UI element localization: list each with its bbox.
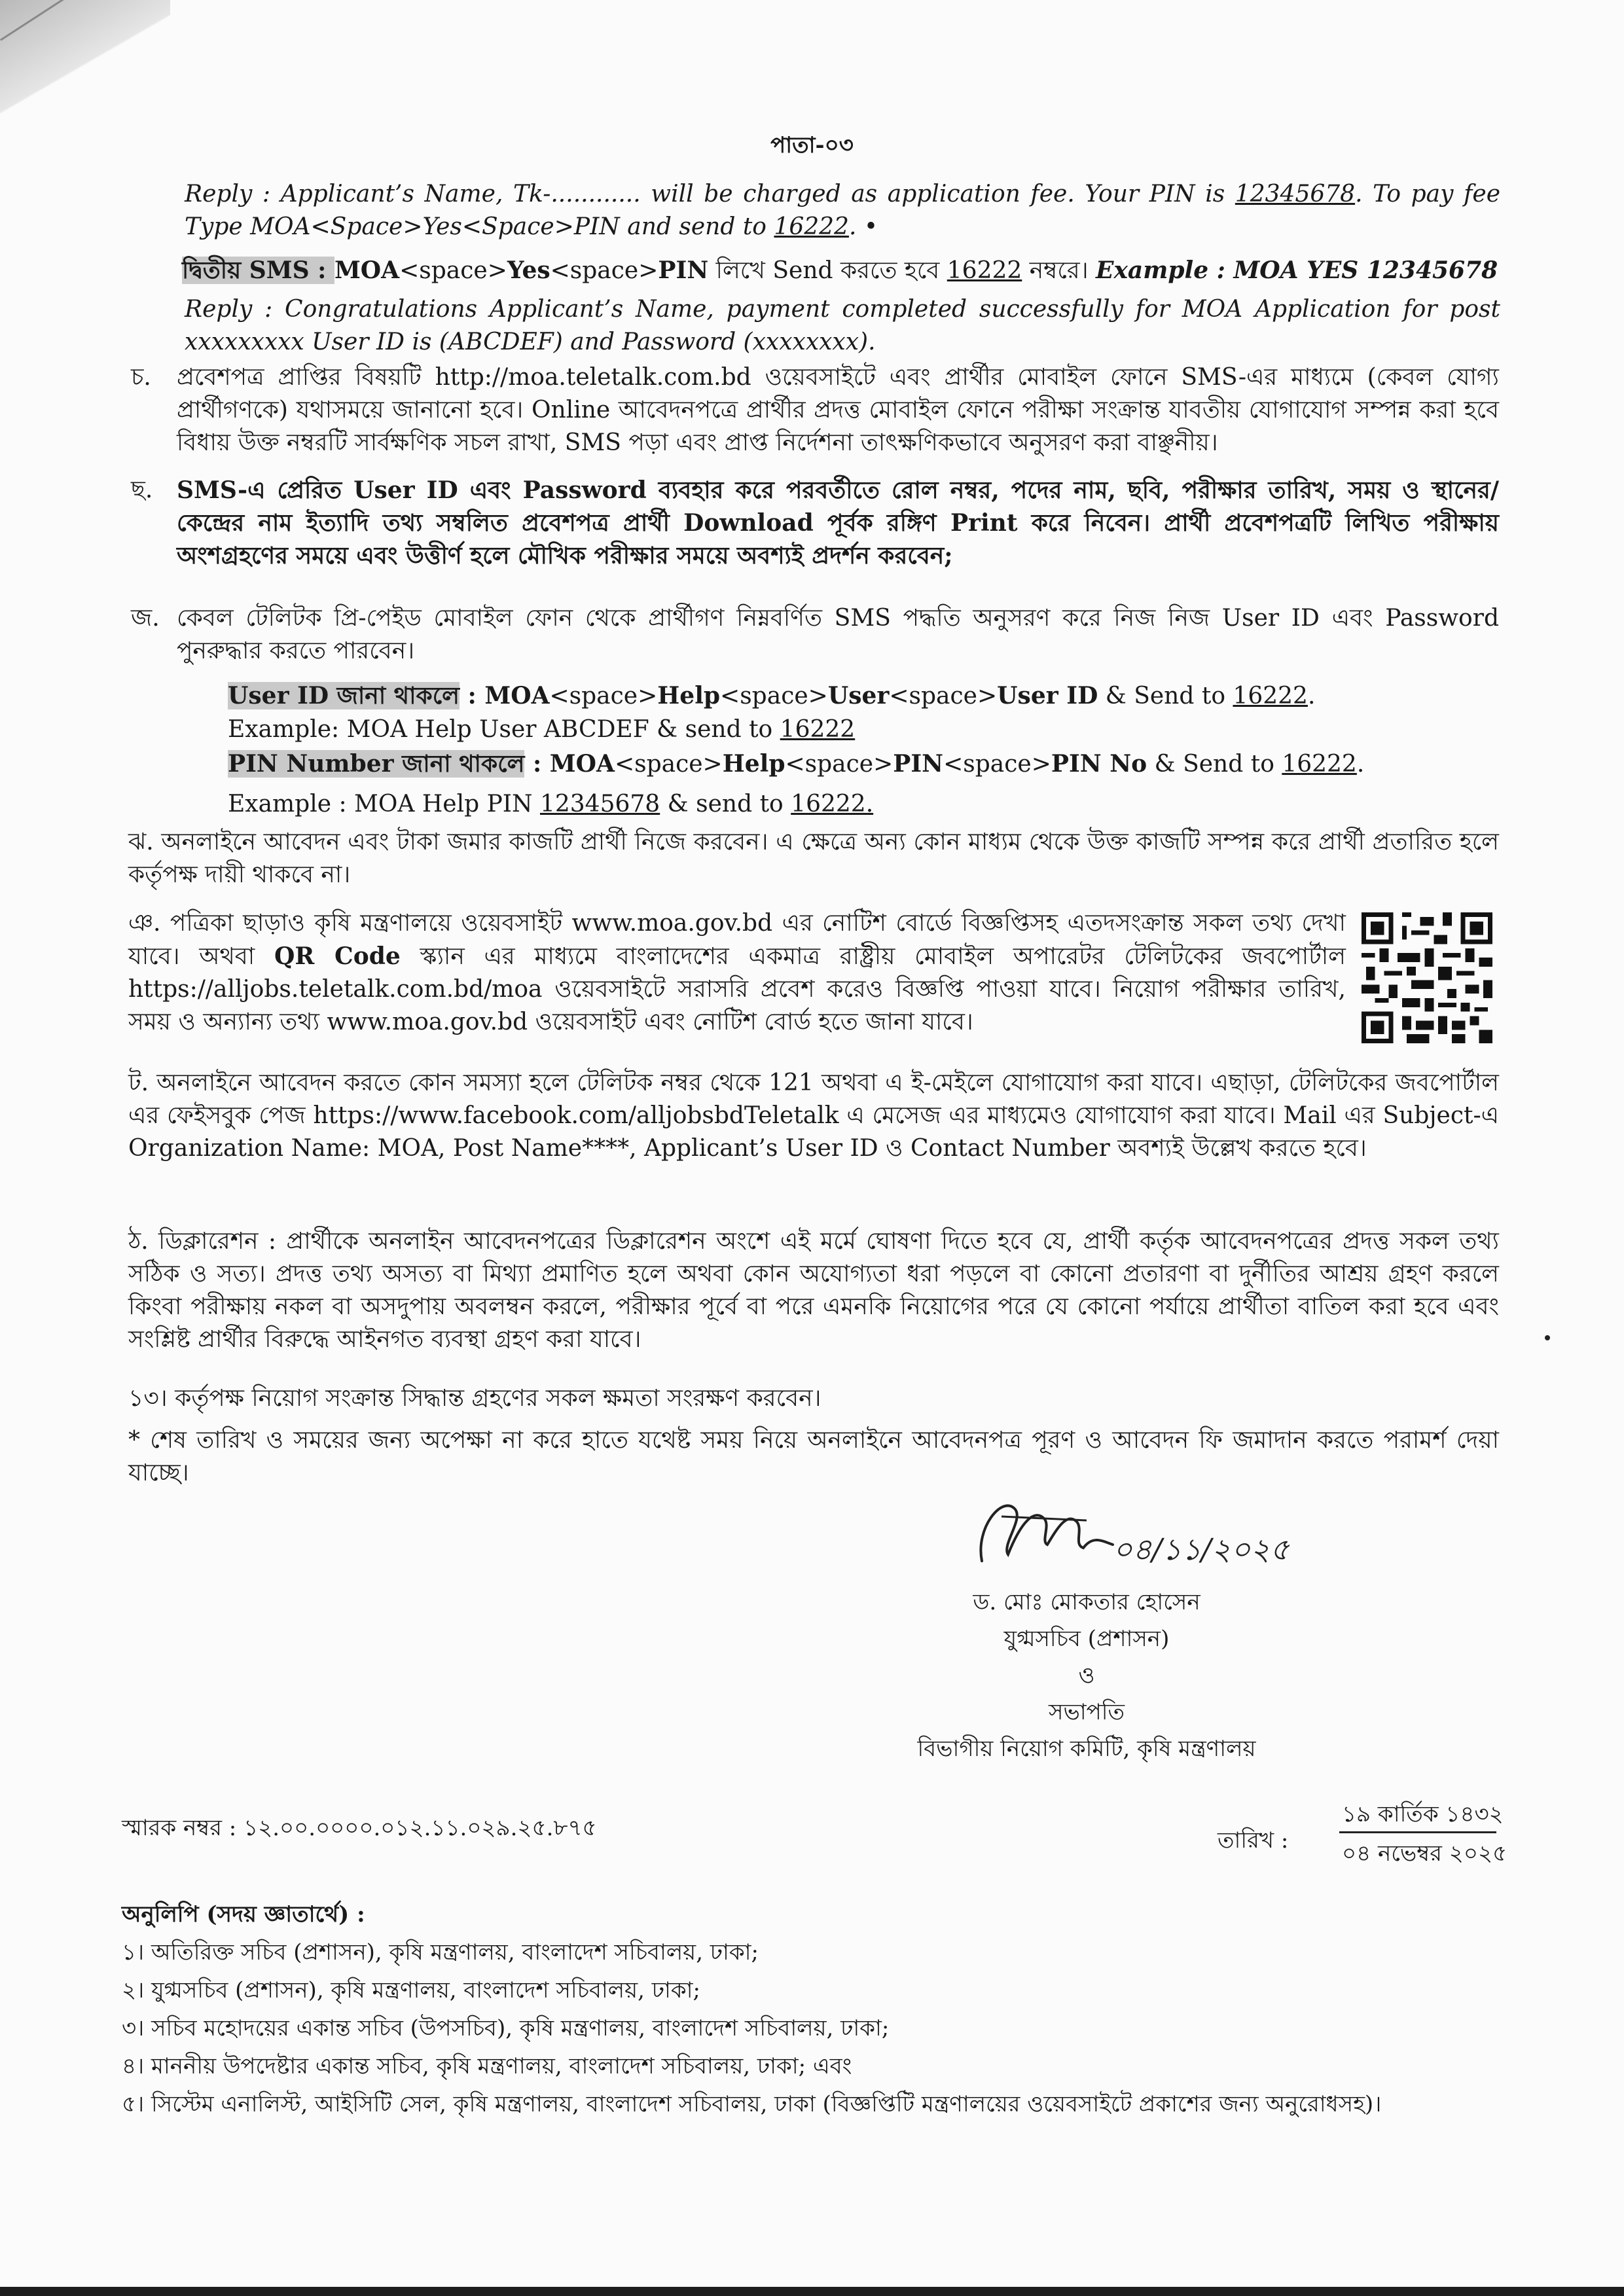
signatory-name: ড. মোঃ মোকতার হোসেন <box>973 1589 1200 1615</box>
userid-recovery-example: Example: MOA Help User ABCDEF & send to 16222 <box>228 716 856 743</box>
copy-item: ৫। সিস্টেম এনালিস্ট, আইসিটি সেল, কৃষি মন্ত্রণালয়, বাংলাদেশ সচিবালয়, ঢাকা (বিজ্ঞপ্তিটি মন্ত্রণালয়ের ওয়েবসাইটে প্রকাশের জন্য অনুরোধসহ)। <box>122 2091 1382 2117</box>
signatory-conjunction: ও <box>1078 1662 1095 1689</box>
item-marker-chha: ছ. <box>131 476 153 503</box>
qr-code[interactable] <box>1362 912 1492 1043</box>
reply-payment-completed: Reply : Congratulations Applicant’s Name, payment completed successfully for MOA Application for post xxxxxxxxx User ID is (ABCDEF) and Password (xxxxxxxx). <box>185 296 1500 355</box>
scan-speck <box>1545 1335 1550 1340</box>
signatory-block <box>825 1584 1348 1767</box>
page-number: পাতা-০৩ <box>770 132 854 158</box>
item-marker-ja: জ. <box>131 605 160 632</box>
item-self-application-warning: ঝ. অনলাইনে আবেদন এবং টাকা জমার কাজটি প্রার্থী নিজে করবেন। এ ক্ষেত্রে অন্য কোন মাধ্যম থেকে উক্ত কাজটি সম্পন্ন করে প্রার্থী প্রতারিত হলে কর্তৃপক্ষ দায়ী থাকবে না। <box>128 829 1499 888</box>
handwritten-signature <box>962 1482 1290 1574</box>
item-marker-cha: চ. <box>131 364 151 391</box>
item-credential-recovery: কেবল টেলিটক প্রি-পেইড মোবাইল ফোন থেকে প্রার্থীগণ নিম্নবর্ণিত SMS পদ্ধতি অনুসরণ করে নিজ নিজ User ID এবং Password পুনরুদ্ধার করতে পারবেন। <box>177 605 1499 664</box>
reply-application-fee: Reply : Applicant’s Name, Tk-............ will be charged as application fee. Your PIN is 12345678. To pay fee Type MOA<Space>Yes<Space>PIN and send to 16222. • <box>185 181 1501 240</box>
item-authority-reservation: ১৩। কর্তৃপক্ষ নিয়োগ সংক্রান্ত সিদ্ধান্ত গ্রহণের সকল ক্ষমতা সংরক্ষণ করবেন। <box>128 1385 821 1412</box>
item-declaration: ঠ. ডিক্লারেশন : প্রার্থীকে অনলাইন আবেদনপত্রের ডিক্লারেশন অংশে এই মর্মে ঘোষণা দিতে হবে যে, প্রার্থী কর্তৃক আবেদনপত্রের প্রদত্ত সকল তথ্য সঠিক ও সত্য। প্রদত্ত তথ্য অসত্য বা মিথ্যা প্রমাণিত হলে অথবা কোন অযোগ্যতা ধরা পড়লে বা কোনো প্রতারণা বা দুর্নীতির আশ্রয় গ্রহণ করলে কিংবা পরীক্ষায় নকল বা অসদুপায় অবলম্বন করলে, পরীক্ষার পূর্বে বা পরে এমনকি নিয়োগের পরে যে কোনো পর্যায়ে প্রার্থীতা বাতিল করা হবে এবং সংশ্লিষ্ট প্রার্থীর বিরুদ্ধে আইনগত ব্যবস্থা গ্রহণ করা যাবে। <box>128 1228 1499 1353</box>
copy-distribution <box>122 1895 1509 2123</box>
date-label: তারিখ : <box>1218 1827 1289 1854</box>
copy-item: ৩। সচিব মহোদয়ের একান্ত সচিব (উপসচিব), কৃষি মন্ত্রণালয়, বাংলাদেশ সচিবালয়, ঢাকা; <box>122 2015 890 2041</box>
signatory-committee: বিভাগীয় নিয়োগ কমিটি, কৃষি মন্ত্রণালয় <box>917 1736 1256 1762</box>
deadline-advice-note: * শেষ তারিখ ও সময়ের জন্য অপেক্ষা না করে হাতে যথেষ্ট সময় নিয়ে অনলাইনে আবেদনপত্র পূরণ ও আবেদন ফি জমাদান করতে পরামর্শ দেয়া যাচ্ছে। <box>128 1427 1499 1486</box>
signatory-designation: যুগ্মসচিব (প্রশাসন) <box>1003 1626 1170 1652</box>
signature-date: ০৪/১১/২০২৫ <box>1113 1532 1290 1567</box>
signatory-role: সভাপতি <box>1049 1699 1125 1725</box>
date-bangla: ১৯ কার্তিক ১৪৩২ <box>1342 1801 1504 1827</box>
item-admit-card-download: SMS-এ প্রেরিত User ID এবং Password ব্যবহার করে পরবর্তীতে রোল নম্বর, পদের নাম, ছবি, পরীক্ষার তারিখ, সময় ও স্থানের/কেন্দ্রের নাম ইত্যাদি তথ্য সম্বলিত প্রবেশপত্র প্রার্থী Download পূর্বক রঙ্গিণ Print করে নিবেন। প্রার্থী প্রবেশপত্রটি লিখিত পরীক্ষায় অংশগ্রহণের সময়ে এবং উত্তীর্ণ হলে মৌখিক পরীক্ষার সময়ে অবশ্যই প্রদর্শন করবেন; <box>177 476 1499 569</box>
userid-recovery-sms: User ID জানা থাকলে : MOA<space>Help<space>User<space>User ID & Send to 16222. <box>228 682 1316 709</box>
item-website-notice: ঞ. পত্রিকা ছাড়াও কৃষি মন্ত্রণালয়ে ওয়েবসাইট www.moa.gov.bd এর নোটিশ বোর্ডে বিজ্ঞপ্তিসহ এতদসংক্রান্ত সকল তথ্য দেখা যাবে। অথবা QR Code স্ক্যান এর মাধ্যমে বাংলাদেশের একমাত্র রাষ্ট্রীয় মোবাইল অপারেটর টেলিটকের জবপোর্টাল https://alljobs.teletalk.com.bd/moa ওয়েবসাইটে সরাসরি প্রবেশ করেও বিজ্ঞপ্তি পাওয়া যাবে। নিয়োগ পরীক্ষার তারিখ, সময় ও অন্যান্য তথ্য www.moa.gov.bd ওয়েবসাইট এবং নোটিশ বোর্ড হতে জানা যাবে। <box>128 910 1346 1035</box>
pin-recovery-sms: PIN Number জানা থাকলে : MOA<space>Help<space>PIN<space>PIN No & Send to 16222. <box>228 750 1365 778</box>
copy-item: ২। যুগ্মসচিব (প্রশাসন), কৃষি মন্ত্রণালয়, বাংলাদেশ সচিবালয়, ঢাকা; <box>122 1977 700 2003</box>
copy-heading: অনুলিপি (সদয় জ্ঞাতার্থে) : <box>122 1901 365 1928</box>
second-sms-instruction: দ্বিতীয় SMS : MOA<space>Yes<space>PIN লিখে Send করতে হবে 16222 নম্বরে। Example : MOA YES 12345678 <box>182 257 1498 284</box>
memo-number: স্মারক নম্বর : ১২.০০.০০০০.০১২.১১.০২৯.২৫.৮৭৫ <box>122 1815 597 1841</box>
copy-item: ১। অতিরিক্ত সচিব (প্রশাসন), কৃষি মন্ত্রণালয়, বাংলাদেশ সচিবালয়, ঢাকা; <box>122 1939 759 1965</box>
copy-item: ৪। মাননীয় উপদেষ্টার একান্ত সচিব, কৃষি মন্ত্রণালয়, বাংলাদেশ সচিবালয়, ঢাকা; এবং <box>122 2053 852 2079</box>
item-admit-card-notice: প্রবেশপত্র প্রাপ্তির বিষয়টি http://moa.teletalk.com.bd ওয়েবসাইটে এবং প্রার্থীর মোবাইল ফোনে SMS-এর মাধ্যমে (কেবল যোগ্য প্রার্থীগণকে) যথাসময়ে জানানো হবে। Online আবেদনপত্রে প্রার্থীর প্রদত্ত মোবাইল ফোনে পরীক্ষা সংক্রান্ত যাবতীয় যোগাযোগ সম্পন্ন করা হবে বিধায় উক্ত নম্বরটি সার্বক্ষণিক সচল রাখা, SMS পড়া এবং প্রাপ্ত নির্দেশনা তাৎক্ষণিকভাবে অনুসরণ করা বাঞ্ছনীয়। <box>177 364 1499 456</box>
scan-bottom-edge <box>0 2287 1624 2296</box>
date-english: ০৪ নভেম্বর ২০২৫ <box>1342 1840 1507 1867</box>
item-contact-support: ট. অনলাইনে আবেদন করতে কোন সমস্যা হলে টেলিটক নম্বর থেকে 121 অথবা এ ই-মেইলে যোগাযোগ করা যাবে। এছাড়া, টেলিটকের জবপোর্টাল এর ফেইসবুক পেজ https://www.facebook.com/alljobsbdTeletalk এ মেসেজ এর মাধ্যমেও যোগাযোগ করা যাবে। Mail এর Subject-এ Organization Name: MOA, Post Name****, Applicant’s User ID ও Contact Number অবশ্যই উল্লেখ করতে হবে। <box>128 1069 1499 1162</box>
pin-recovery-example: Example : MOA Help PIN 12345678 & send to 16222. <box>228 791 874 817</box>
